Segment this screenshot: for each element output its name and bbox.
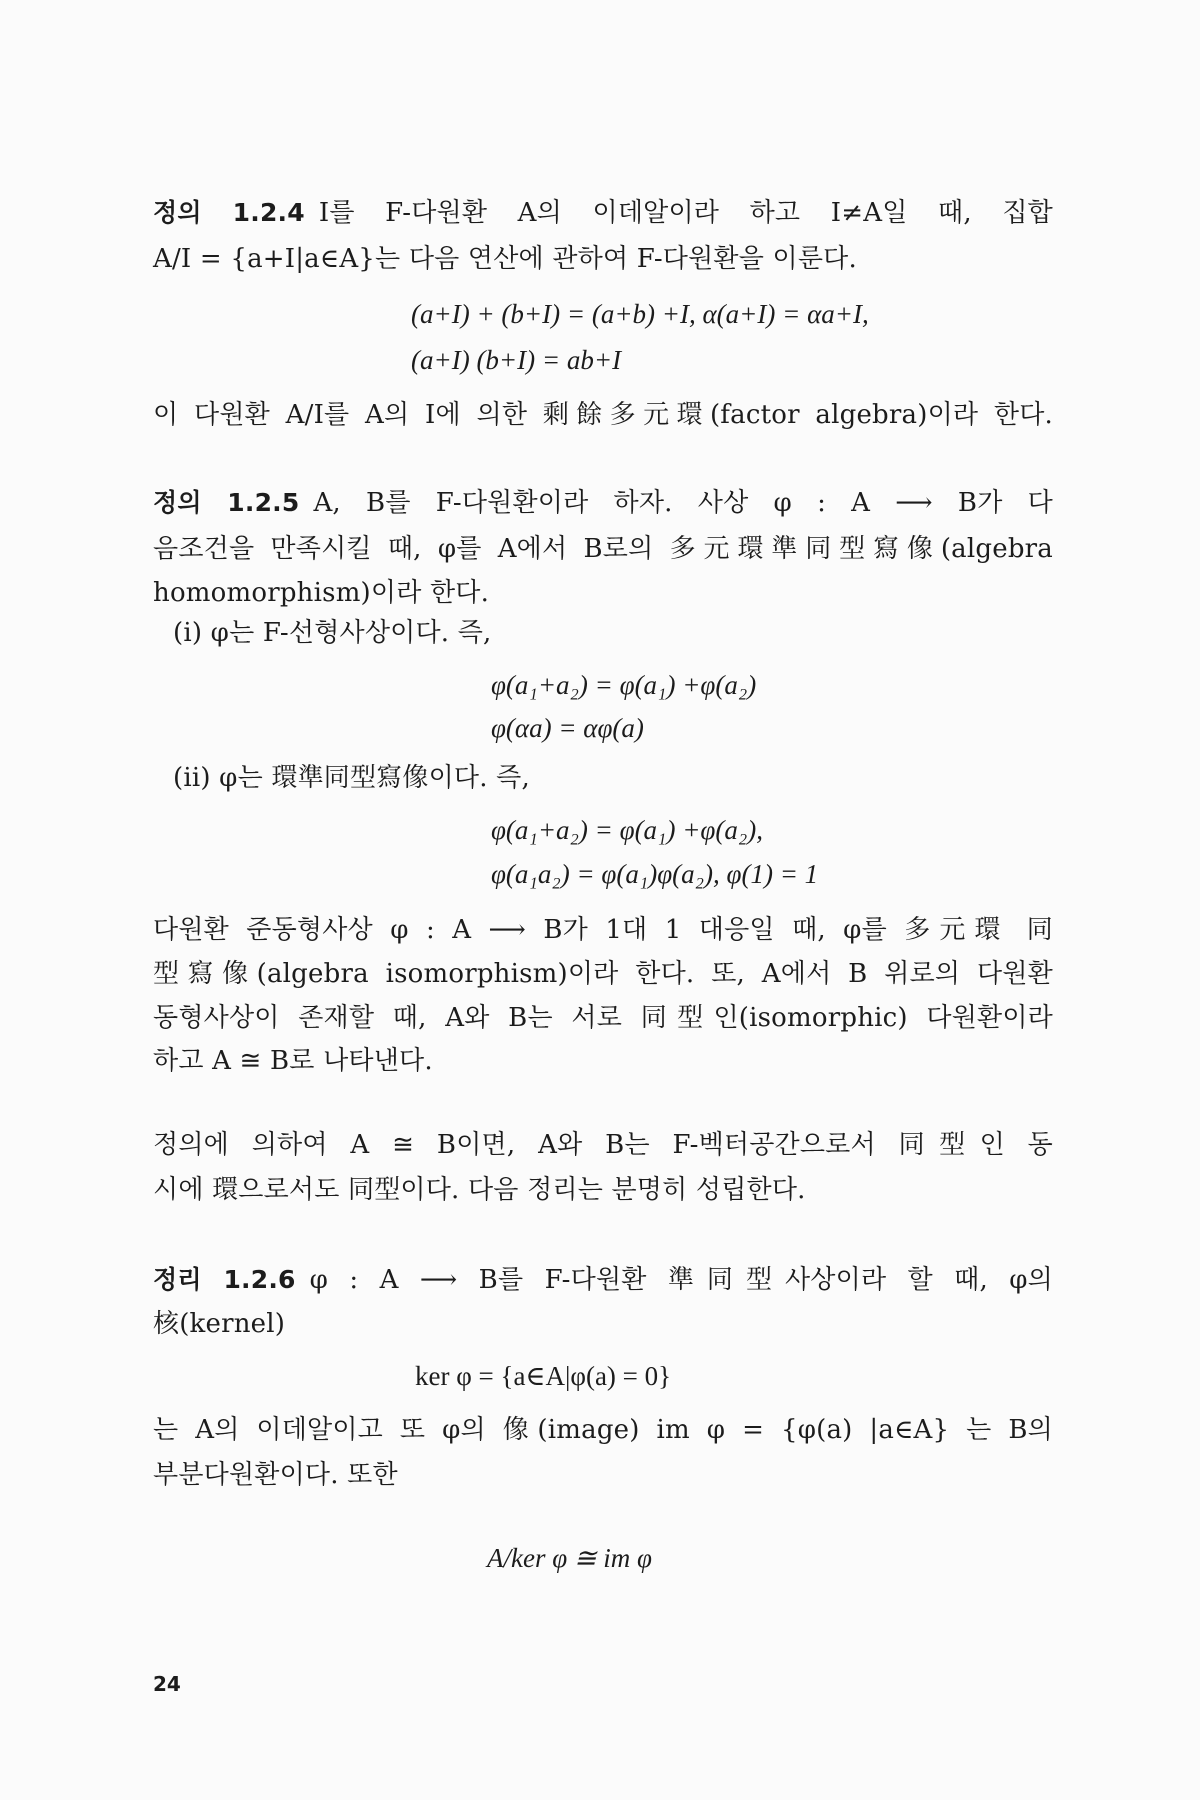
thm126-line-1: 정리 1.2.6 φ : A ⟶ B를 F-다원환 準同型사상이라 할 때, φ의: [153, 1265, 1053, 1295]
def125-equation-4: φ(a₁a₂) = φ(a₁)φ(a₂), φ(1) = 1: [491, 859, 819, 889]
def124-line-1: 정의 1.2.4 I를 F-다원환 A의 이데알이라 하고 I≠A일 때, 집합: [153, 198, 1053, 228]
thm126-line-3: 는 A의 이데알이고 또 φ의 像(image) im φ = {φ(a) |a∈A} 는 B의: [153, 1415, 1053, 1445]
def125-equation-1: φ(a₁+a₂) = φ(a₁) +φ(a₂): [491, 670, 757, 700]
def124-line-3: 이 다원환 A/I를 A의 I에 의한 剩餘多元環(factor algebra)이라 한다.: [153, 400, 1053, 430]
def125-line-3: homomorphism)이라 한다.: [153, 578, 490, 608]
iso-line-4: 하고 A ≅ B로 나타낸다.: [153, 1046, 433, 1076]
page-number: 24: [153, 1672, 181, 1696]
def125-line-2: 음조건을 만족시킬 때, φ를 A에서 B로의 多元環準同型寫像(algebra: [153, 534, 1053, 564]
def125-equation-2: φ(αa) = αφ(a): [491, 713, 644, 743]
remark-line-2: 시에 環으로서도 同型이다. 다음 정리는 분명히 성립한다.: [153, 1175, 806, 1205]
def124-line-2: A/I = {a+I|a∈A}는 다음 연산에 관하여 F-다원환을 이룬다.: [153, 244, 857, 274]
def125-condition-2: (ii) φ는 環準同型寫像이다. 즉,: [173, 763, 530, 793]
iso-line-1: 다원환 준동형사상 φ : A ⟶ B가 1대 1 대응일 때, φ를 多元環 同: [153, 915, 1053, 945]
def125-equation-3: φ(a₁+a₂) = φ(a₁) +φ(a₂),: [491, 815, 763, 845]
iso-line-3: 동형사상이 존재할 때, A와 B는 서로 同型인(isomorphic) 다원환이라: [153, 1003, 1053, 1033]
thm126-label: 정리 1.2.6: [153, 1265, 296, 1294]
iso-line-2: 型寫像(algebra isomorphism)이라 한다. 또, A에서 B 위로의 다원환: [153, 959, 1053, 989]
def125-label: 정의 1.2.5: [153, 488, 300, 517]
def124-equation-2: (a+I) (b+I) = ab+I: [411, 345, 622, 375]
remark-line-1: 정의에 의하여 A ≅ B이면, A와 B는 F-벡터공간으로서 同型인 동: [153, 1130, 1053, 1160]
def125-line-1: 정의 1.2.5 A, B를 F-다원환이라 하자. 사상 φ : A ⟶ B가 다: [153, 488, 1053, 518]
thm126-equation-2: A/ker φ ≅ im φ: [487, 1543, 652, 1573]
def124-label: 정의 1.2.4: [153, 198, 305, 227]
thm126-line-4: 부분다원환이다. 또한: [153, 1460, 398, 1490]
thm126-line-2: 核(kernel): [153, 1309, 286, 1339]
def125-condition-1: (i) φ는 F-선형사상이다. 즉,: [173, 618, 492, 648]
def124-equation-1: (a+I) + (b+I) = (a+b) +I, α(a+I) = αa+I,: [411, 299, 869, 329]
thm126-equation-1: ker φ = {a∈A|φ(a) = 0}: [415, 1361, 672, 1391]
